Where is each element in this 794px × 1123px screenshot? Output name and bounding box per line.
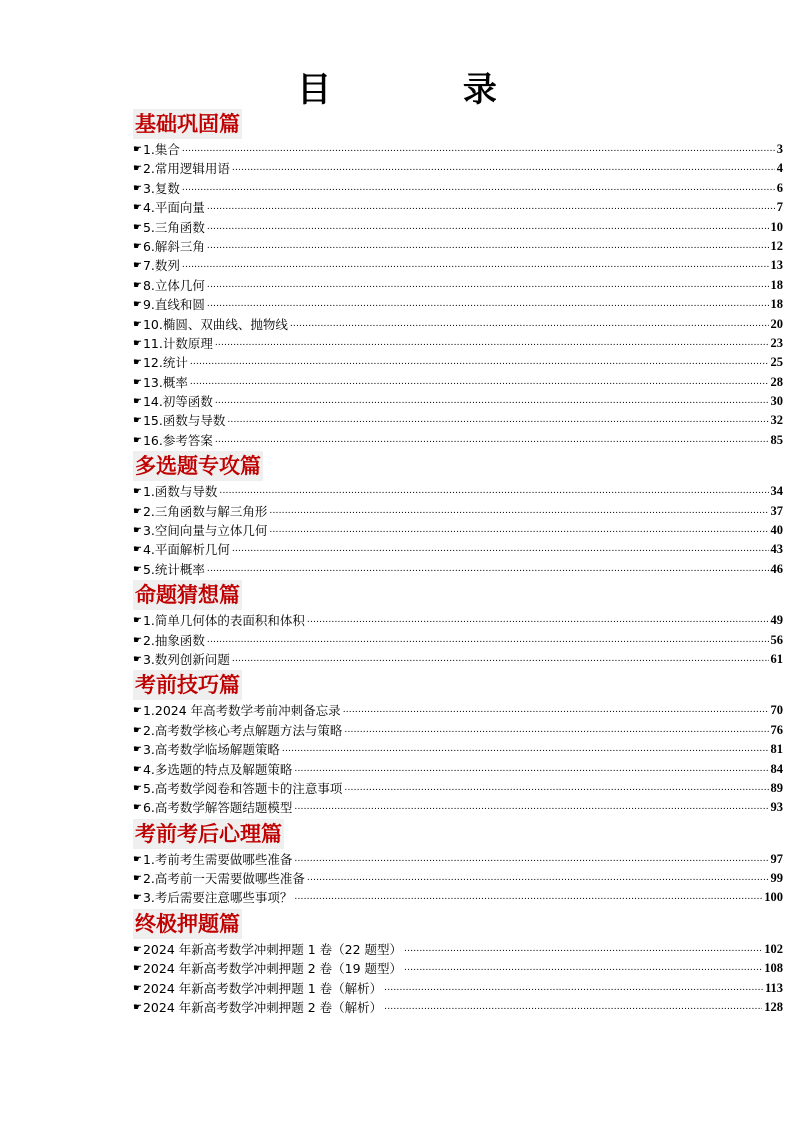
toc-entry[interactable] [133,276,783,295]
toc-entry-page-number: 34 [770,484,783,499]
toc-entry[interactable] [133,521,783,540]
toc-entry-label: 7.数列 [142,258,180,274]
toc-entry-page-number: 49 [770,613,783,628]
toc-entry-label: 3.复数 [142,180,180,196]
toc-entry-label: 9.直线和圆 [142,297,205,313]
toc-entry[interactable] [133,502,783,521]
toc-entry-page-number: 56 [770,632,783,647]
toc-entry[interactable] [133,198,783,217]
dot-leader [207,237,769,256]
toc-section [133,818,783,908]
pointing-hand-icon: ☛ [133,279,142,291]
toc-entry-label: 5.三角函数 [142,219,205,235]
toc-entry-page-number: 102 [764,941,783,956]
toc-entry-page-number: 40 [770,523,783,538]
pointing-hand-icon: ☛ [133,982,142,994]
dot-leader [227,411,768,430]
toc-entry-label: 1.考前考生需要做哪些准备 [142,851,293,867]
toc-entry[interactable] [133,869,783,888]
pointing-hand-icon: ☛ [133,202,142,214]
dot-leader [294,850,768,869]
toc-entry-label: 15.函数与导数 [142,413,226,429]
pointing-hand-icon: ☛ [133,563,142,575]
section-heading: 基础巩固篇 [133,109,242,139]
toc-entry[interactable] [133,611,783,630]
pointing-hand-icon: ☛ [133,853,142,865]
toc-entry-page-number: 25 [770,355,783,370]
pointing-hand-icon: ☛ [133,615,142,627]
pointing-hand-icon: ☛ [133,260,142,272]
toc-entry[interactable] [133,540,783,559]
dot-leader [404,959,762,978]
toc-entry-page-number: 12 [770,238,783,253]
toc-entry-page-number: 100 [764,890,783,905]
pointing-hand-icon: ☛ [133,892,142,904]
dot-leader [207,560,769,579]
section-heading: 多选题专攻篇 [133,451,263,481]
toc-entry-page-number: 46 [770,561,783,576]
toc-entry-label: 2.高考数学核心考点解题方法与策略 [142,722,343,738]
dot-leader [215,392,769,411]
toc-entry-label: 1.集合 [142,141,180,157]
dot-leader [282,740,769,759]
dot-leader [215,334,769,353]
pointing-hand-icon: ☛ [133,299,142,311]
toc-entry-label: 6.解斜三角 [142,238,205,254]
toc-entry[interactable] [133,431,783,450]
dot-leader [269,521,768,540]
dot-leader [207,198,775,217]
toc-entry-page-number: 32 [770,413,783,428]
toc-entry[interactable] [133,237,783,256]
dot-leader [182,179,775,198]
toc-entry-label: 2.高考前一天需要做哪些准备 [142,871,305,887]
pointing-hand-icon: ☛ [133,318,142,330]
pointing-hand-icon: ☛ [133,802,142,814]
toc-entry-label: 4.平面解析几何 [142,542,230,558]
toc-entry-page-number: 84 [770,761,783,776]
toc-entry-page-number: 93 [770,800,783,815]
pointing-hand-icon: ☛ [133,486,142,498]
pointing-hand-icon: ☛ [133,396,142,408]
toc-entry-label: 1.2024 年高考数学考前冲刺备忘录 [142,703,341,719]
toc-entry-label: 2.常用逻辑用语 [142,161,230,177]
dot-leader [307,611,769,630]
pointing-hand-icon: ☛ [133,634,142,646]
pointing-hand-icon: ☛ [133,705,142,717]
toc-entry-page-number: 37 [770,503,783,518]
pointing-hand-icon: ☛ [133,724,142,736]
toc-entry-label: 2024 年新高考数学冲刺押题 1 卷（解析） [142,980,383,996]
pointing-hand-icon: ☛ [133,182,142,194]
pointing-hand-icon: ☛ [133,376,142,388]
dot-leader [190,373,769,392]
toc-entry[interactable] [133,295,783,314]
toc-entry-label: 2.抽象函数 [142,632,205,648]
toc-entry-label: 4.多选题的特点及解题策略 [142,761,293,777]
toc-entry-page-number: 10 [770,219,783,234]
toc-entry[interactable] [133,850,783,869]
toc-entry-page-number: 85 [770,432,783,447]
pointing-hand-icon: ☛ [133,943,142,955]
toc-entry-page-number: 30 [770,394,783,409]
pointing-hand-icon: ☛ [133,221,142,233]
section-heading: 考前考后心理篇 [133,819,284,849]
dot-leader [344,779,768,798]
dot-leader [232,159,775,178]
toc-entry[interactable] [133,779,783,798]
dot-leader [232,650,769,669]
toc-entry-label: 6.高考数学解答题结题模型 [142,800,293,816]
toc-entry[interactable] [133,140,783,159]
toc-entry-page-number: 3 [776,141,783,156]
dot-leader [294,889,762,908]
toc-section [133,908,783,1018]
pointing-hand-icon: ☛ [133,337,142,349]
toc-section [133,669,783,817]
toc-entry[interactable] [133,998,783,1017]
toc-entry-page-number: 7 [776,200,783,215]
pointing-hand-icon: ☛ [133,525,142,537]
section-heading: 考前技巧篇 [133,670,242,700]
toc-entry-page-number: 23 [770,335,783,350]
toc-entry-page-number: 18 [770,297,783,312]
toc-entry-label: 2024 年新高考数学冲刺押题 2 卷（解析） [142,1000,383,1016]
toc-entry-label: 1.简单几何体的表面积和体积 [142,613,305,629]
dot-leader [384,979,763,998]
toc-entry[interactable] [133,889,783,908]
pointing-hand-icon: ☛ [133,240,142,252]
toc-entry-page-number: 6 [776,180,783,195]
toc-entry[interactable] [133,650,783,669]
toc-entry-page-number: 99 [770,871,783,886]
pointing-hand-icon: ☛ [133,357,142,369]
section-heading: 命题猜想篇 [133,580,242,610]
dot-leader [269,502,768,521]
toc-entry[interactable] [133,179,783,198]
dot-leader [219,482,768,501]
toc-entry-page-number: 128 [764,1000,783,1015]
dot-leader [290,315,769,334]
dot-leader [207,295,769,314]
section-heading: 终极押题篇 [133,909,242,939]
pointing-hand-icon: ☛ [133,963,142,975]
toc-entry-label: 2024 年新高考数学冲刺押题 2 卷（19 题型） [142,961,403,977]
toc-entry[interactable] [133,256,783,275]
toc-entry[interactable] [133,760,783,779]
toc-entry[interactable] [133,411,783,430]
page-title: 目 录 [297,70,557,110]
toc-entry[interactable] [133,560,783,579]
table-of-contents [133,108,783,1017]
toc-entry-label: 3.空间向量与立体几何 [142,523,268,539]
toc-entry[interactable] [133,631,783,650]
pointing-hand-icon: ☛ [133,143,142,155]
toc-entry-label: 2.三角函数与解三角形 [142,503,268,519]
toc-entry-label: 10.椭圆、双曲线、抛物线 [142,316,288,332]
dot-leader [182,256,769,275]
dot-leader [232,540,769,559]
pointing-hand-icon: ☛ [133,653,142,665]
toc-entry[interactable] [133,373,783,392]
pointing-hand-icon: ☛ [133,163,142,175]
toc-entry-label: 4.平面向量 [142,200,205,216]
toc-entry[interactable] [133,940,783,959]
dot-leader [207,276,769,295]
toc-entry-page-number: 76 [770,722,783,737]
pointing-hand-icon: ☛ [133,782,142,794]
toc-section [133,579,783,669]
toc-entry-label: 1.函数与导数 [142,484,218,500]
toc-entry[interactable] [133,392,783,411]
dot-leader [207,218,769,237]
toc-entry[interactable] [133,353,783,372]
toc-entry-label: 14.初等函数 [142,394,213,410]
dot-leader [215,431,769,450]
toc-entry-page-number: 4 [776,161,783,176]
toc-entry-label: 12.统计 [142,355,188,371]
toc-entry-label: 3.考后需要注意哪些事项？ [142,890,293,906]
toc-entry-label: 2024 年新高考数学冲刺押题 1 卷（22 题型） [142,941,403,957]
pointing-hand-icon: ☛ [133,434,142,446]
toc-entry[interactable] [133,959,783,978]
dot-leader [207,631,769,650]
toc-entry-page-number: 108 [764,961,783,976]
dot-leader [294,760,768,779]
toc-entry-label: 16.参考答案 [142,432,213,448]
toc-entry[interactable] [133,482,783,501]
pointing-hand-icon: ☛ [133,873,142,885]
pointing-hand-icon: ☛ [133,763,142,775]
toc-entry[interactable] [133,218,783,237]
dot-leader [182,140,775,159]
toc-entry-page-number: 113 [764,980,783,995]
dot-leader [384,998,762,1017]
toc-entry-label: 5.高考数学阅卷和答题卡的注意事项 [142,780,343,796]
dot-leader [294,798,768,817]
toc-entry[interactable] [133,315,783,334]
toc-entry[interactable] [133,334,783,353]
pointing-hand-icon: ☛ [133,744,142,756]
toc-entry-page-number: 61 [770,651,783,666]
toc-section [133,108,783,450]
toc-entry[interactable] [133,701,783,720]
pointing-hand-icon: ☛ [133,1002,142,1014]
pointing-hand-icon: ☛ [133,544,142,556]
dot-leader [404,940,762,959]
toc-entry-page-number: 97 [770,851,783,866]
toc-entry-label: 3.高考数学临场解题策略 [142,742,280,758]
dot-leader [343,701,769,720]
toc-entry-label: 11.计数原理 [142,335,213,351]
toc-entry-label: 3.数列创新问题 [142,651,230,667]
toc-entry-page-number: 28 [770,374,783,389]
toc-entry-page-number: 70 [770,703,783,718]
toc-section [133,450,783,579]
dot-leader [307,869,769,888]
toc-entry-page-number: 43 [770,542,783,557]
toc-entry-page-number: 20 [770,316,783,331]
toc-entry[interactable] [133,721,783,740]
dot-leader [190,353,769,372]
pointing-hand-icon: ☛ [133,505,142,517]
toc-entry[interactable] [133,740,783,759]
toc-entry-page-number: 13 [770,258,783,273]
toc-entry[interactable] [133,159,783,178]
toc-entry[interactable] [133,979,783,998]
toc-entry-page-number: 18 [770,277,783,292]
toc-entry-label: 8.立体几何 [142,277,205,293]
dot-leader [344,721,768,740]
toc-entry-label: 13.概率 [142,374,188,390]
pointing-hand-icon: ☛ [133,415,142,427]
toc-entry-page-number: 81 [770,742,783,757]
toc-entry[interactable] [133,798,783,817]
toc-entry-label: 5.统计概率 [142,561,205,577]
toc-entry-page-number: 89 [770,780,783,795]
